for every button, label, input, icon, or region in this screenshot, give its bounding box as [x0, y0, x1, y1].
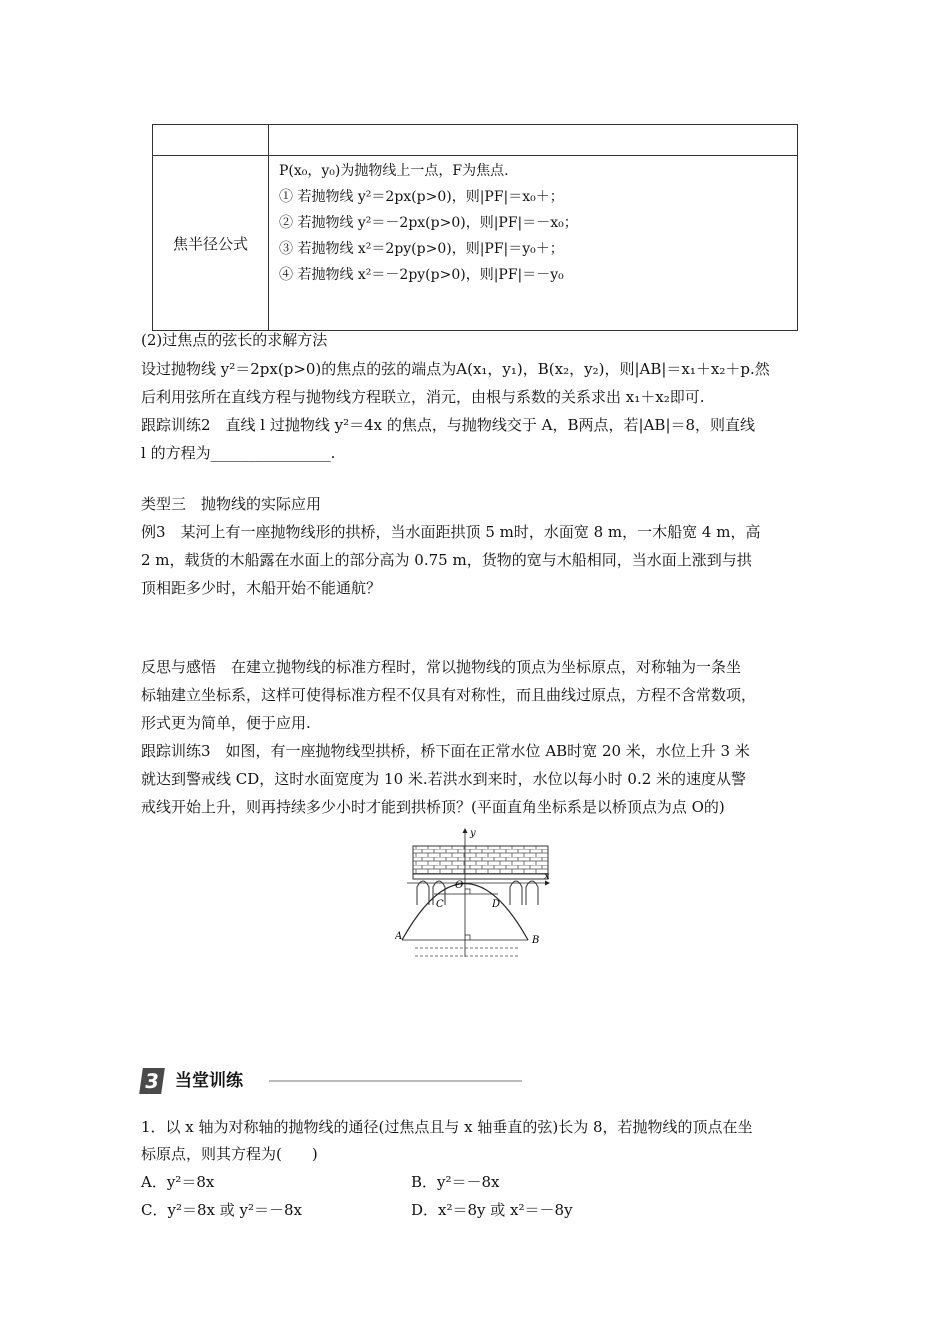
left-arch-opening [417, 881, 429, 905]
reflection-line: 标轴建立坐标系，这样可使得标准方程不仅具有对称性，而且曲线过原点，方程不含常数项， [141, 686, 757, 704]
exercise-3-line: 戒线开始上升，则再持续多少小时才能到拱桥顶？(平面直角坐标系是以桥顶点为点 O的) [141, 798, 725, 816]
option-b: B．y²＝－8x [411, 1173, 500, 1191]
exercise-2-line: 跟踪训练2 直线 l 过抛物线 y²＝4x 的焦点，与抛物线交于 A，B两点，若|AB|＝8，则直线 [141, 416, 756, 434]
paragraph-line: 后利用弦所在直线方程与抛物线方程联立，消元，由根与系数的关系求出 x₁＋x₂即可. [141, 388, 705, 406]
section-3-header [141, 1068, 526, 1094]
label-b: B [532, 935, 540, 946]
example-3-line: 顶相距多少时，木船开始不能通航？ [141, 579, 382, 597]
right-angle-mark [465, 889, 470, 894]
right-angle-mark [465, 935, 470, 940]
table-line: ④ 若抛物线 x²＝－2py(p>0)，则|PF|＝－y₀ [279, 267, 564, 283]
label-d: D [492, 899, 501, 910]
right-arch-opening [526, 881, 538, 905]
bridge-beam [413, 874, 548, 879]
exercise-3-line: 就达到警戒线 CD，这时水面宽度为 10 米.若洪水到来时，水位以每小时 0.2 米的速度从警 [141, 770, 747, 788]
label-a: A [395, 931, 403, 942]
table-content [279, 159, 789, 289]
question-1-stem: 标原点，则其方程为( ) [141, 1145, 318, 1163]
paragraph-line: 设过抛物线 y²＝2px(p>0)的焦点的弦的端点为A(x₁，y₁)，B(x₂，y₂)，则|AB|＝x₁＋x₂＋p.然 [141, 360, 770, 378]
reflection-line: 反思与感悟 在建立抛物线的标准方程时，常以抛物线的顶点为坐标原点，对称轴为一条坐 [141, 658, 742, 676]
option-c: C．y²＝8x 或 y²＝－8x [141, 1201, 302, 1219]
label-x: x [544, 871, 550, 882]
option-d: D．x²＝8y 或 x²＝－8y [411, 1201, 573, 1219]
section-rule [269, 1080, 522, 1082]
option-a: A．y²＝8x [141, 1173, 215, 1191]
reflection-line: 形式更为简单，便于应用. [141, 714, 311, 732]
label-o: O [455, 880, 464, 891]
table-line: P(x₀，y₀)为抛物线上一点，F为焦点. [279, 163, 509, 179]
bridge-figure [395, 825, 560, 960]
subheading-chord-length: (2)过焦点的弦长的求解方法 [141, 331, 328, 349]
example-3-line: 例3 某河上有一座抛物线形的拱桥，当水面距拱顶 5 m时，水面宽 8 m，一木船宽 4 m，高 [141, 523, 761, 541]
section-number: 3 [139, 1068, 165, 1094]
label-y: y [470, 828, 476, 839]
table-line: ① 若抛物线 y²＝2px(p>0)，则|PF|＝x₀＋； [279, 189, 564, 205]
section-title: 当堂训练 [175, 1071, 243, 1091]
exercise-2-line: l 的方程为________________. [141, 444, 336, 462]
table-label: 焦半径公式 [172, 234, 248, 253]
focal-radius-table [152, 124, 798, 331]
bridge-deck [413, 846, 548, 874]
exercise-3-line: 跟踪训练3 如图，有一座抛物线型拱桥，桥下面在正常水位 AB时宽 20 米，水位上升 3 米 [141, 742, 750, 760]
y-axis-arrow [463, 828, 468, 833]
question-1-stem: 1．以 x 轴为对称轴的抛物线的通径(过焦点且与 x 轴垂直的弦)长为 8，若抛物线的顶点在坐 [141, 1118, 753, 1136]
label-c: C [436, 899, 444, 910]
table-line: ③ 若抛物线 x²＝2py(p>0)，则|PF|＝y₀＋； [279, 241, 564, 257]
section-heading-type3: 类型三 抛物线的实际应用 [141, 495, 322, 513]
table-line: ② 若抛物线 y²＝－2px(p>0)，则|PF|＝－x₀； [279, 215, 578, 231]
right-arch-opening [510, 881, 522, 905]
example-3-line: 2 m，载货的木船露在水面上的部分高为 0.75 m，货物的宽与木船相同，当水面上涨到与拱 [141, 551, 752, 569]
